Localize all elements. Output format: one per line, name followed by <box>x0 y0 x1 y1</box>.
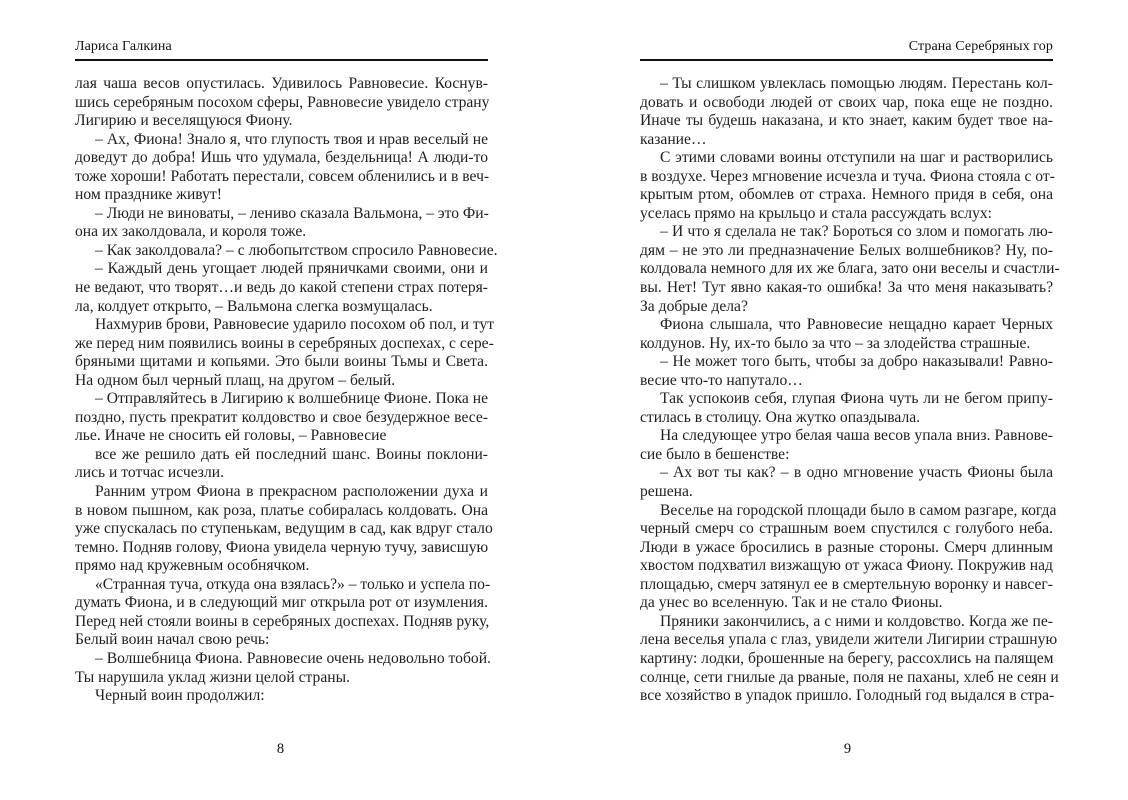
text-line: весие что-то напутало… <box>640 371 803 389</box>
text-line: в воздухе. Через мгновение исчезла и туча. Фиона стояла с от- <box>640 167 1055 185</box>
text-line: дям – не это ли предназначение Белых волшебников? Ну, по- <box>640 241 1053 259</box>
text-line: Ты нарушила уклад жизни целой страны. <box>75 668 350 686</box>
text-line: – Ах, Фиона! Знало я, что глупость твоя и нрав веселый не <box>95 130 488 148</box>
text-line: На следующее утро белая чаша весов упала вниз. Равнове- <box>660 427 1053 445</box>
text-line: – Волшебница Фиона. Равновесие очень недовольно тобой. <box>95 649 491 667</box>
text-line: – Каждый день угощает людей пряничками своими, они и <box>95 260 488 278</box>
text-line: С этими словами воины отступили на шаг и растворились <box>660 149 1053 167</box>
text-line: прямо над кружевным особнячком. <box>75 557 310 575</box>
text-line: поздно, пусть прекратит колдовство и свое безудержное весе- <box>75 408 488 426</box>
text-line: сие было в бешенстве: <box>640 445 790 463</box>
text-line: все хозяйство в упадок пришло. Голодный год выдался в стра- <box>640 687 1055 705</box>
text-line: хвостом подхватил визжащую от ужаса Фиону. Покружив над <box>640 557 1053 575</box>
text-line: Иначе ты будешь наказана, и кто знает, каким будет твое на- <box>640 112 1053 130</box>
text-line: да унес во вселенную. Так и не стало Фионы. <box>640 594 943 612</box>
right-page <box>640 0 1060 800</box>
text-line: колдовала немного для их же блага, зато они веселы и счастли- <box>640 260 1060 278</box>
text-line: все же решило дать ей последний шанс. Воины поклони- <box>95 445 488 463</box>
text-line: На одном был черный плащ, на другом – белый. <box>75 371 396 389</box>
text-line: ном празднике живут! <box>75 186 222 204</box>
text-line: Люди в ужасе бросились в разные стороны. Смерч длинным <box>640 538 1053 556</box>
header-rule <box>640 59 1053 61</box>
text-line: ла, колдует открыто, – Вальмона слегка возмущалась. <box>75 297 433 315</box>
running-head-title: Страна Серебряных гор <box>908 39 1053 54</box>
text-line: лена веселья упала с глаз, увидели жители Лигирии страшную <box>640 631 1058 649</box>
left-page <box>75 0 498 800</box>
text-line: – И что я сделала не так? Бороться со злом и помогать лю- <box>660 223 1053 241</box>
text-line: доведут до добра! Ишь что удумала, бездельница! А люди-то <box>75 149 488 167</box>
text-line: лая чаша весов опустилась. Удивилось Равновесие. Коснув- <box>75 75 488 92</box>
text-line: Перед ней стояли воины в серебряных доспехах. Подняв руку, <box>75 612 490 630</box>
header-rule <box>75 59 488 61</box>
text-line: картину: лодки, брошенные на берегу, рассохлись на палящем <box>640 649 1054 667</box>
text-line: же перед ним появились воины в серебряных доспехах, с сере- <box>75 334 494 352</box>
text-line: Нахмурив брови, Равновесие ударило посохом об пол, и тут <box>95 316 495 334</box>
text-line: Фиона слышала, что Равновесие нещадно карает Черных <box>660 316 1053 334</box>
text-line: крытым ртом, обомлев от страха. Немного придя в себя, она <box>640 186 1053 204</box>
text-line: солнце, сети гнилые да рваные, поля не паханы, хлеб не сеян и <box>640 668 1059 686</box>
text-line: За добрые дела? <box>640 297 748 315</box>
text-line: Ранним утром Фиона в прекрасном расположении духа и <box>95 483 488 501</box>
text-line: решена. <box>640 483 693 501</box>
text-line: – Люди не виноваты, – лениво сказала Вальмона, – это Фи- <box>95 204 489 222</box>
text-line: она их заколдовала, и короля тоже. <box>75 223 307 241</box>
text-line: казание… <box>640 130 707 148</box>
text-line: колдунов. Ну, их-то было за что – за злодейства страшные. <box>640 334 1031 352</box>
text-line: «Странная туча, откуда она взялась?» – только и успела по- <box>95 575 491 593</box>
text-line: стилась в столицу. Она жутко опаздывала. <box>640 408 921 426</box>
text-line: – Не может того быть, чтобы за добро наказывали! Равно- <box>660 353 1053 371</box>
text-line: – Как заколдовала? – с любопытством спросило Равновесие. <box>95 241 498 259</box>
text-line: Черный воин продолжил: <box>95 687 265 705</box>
text-line: лье. Иначе не сносить ей головы, – Равновесие <box>75 427 387 445</box>
text-line: не ведают, что творят…и ведь до какой степени страх потеря- <box>75 279 488 297</box>
text-line: – Отправляйтесь в Лигирию к волшебнице Фионе. Пока не <box>95 390 488 408</box>
text-line: Веселье на городской площади было в самом разгаре, когда <box>660 501 1057 519</box>
text-line: Лигирию и веселящуюся Фиону. <box>75 112 293 130</box>
text-line: Пряники закончились, а с ними и колдовство. Когда же пе- <box>660 612 1053 630</box>
text-line: уселась прямо на крыльцо и стала рассуждать вслух: <box>640 204 993 222</box>
text-line: лись и тотчас исчезли. <box>75 464 224 482</box>
text-line: довать и освободи людей от своих чар, пока еще не поздно. <box>640 93 1053 111</box>
text-line: думать Фиона, и в следующий миг открыла рот от изумления. <box>75 594 488 612</box>
page-body <box>75 75 498 706</box>
text-line: бряными щитами и копьями. Это были воины Тьмы и Света. <box>75 353 488 371</box>
page-number: 8 <box>276 741 285 757</box>
text-line: шись серебряным посохом сферы, Равновесие увидело страну <box>75 93 490 111</box>
text-line: уже спускалась по ступенькам, ведущим в сад, как вдруг стало <box>75 520 493 538</box>
text-line: Так успокоив себя, глупая Фиона чуть ли не бегом припу- <box>660 390 1053 408</box>
text-line: – Ах вот ты как? – в одно мгновение участь Фионы была <box>660 464 1053 482</box>
text-line: площадью, смерч затянул ее в смертельную воронку и навсег- <box>640 575 1053 593</box>
page-number: 9 <box>843 741 852 757</box>
text-line: темно. Подняв голову, Фиона увидела черную тучу, зависшую <box>75 538 489 556</box>
text-line: – Ты слишком увлеклась помощью людям. Перестань кол- <box>660 75 1053 92</box>
text-line: в новом пышном, как роза, платье собиралась колдовать. Она <box>75 501 488 519</box>
text-line: тоже хороши! Работать перестали, совсем обленились и в веч- <box>75 167 490 185</box>
text-line: черный смерч со страшным воем спустился с голубого неба. <box>640 520 1053 538</box>
page-body <box>640 75 1060 706</box>
running-head-author: Лариса Галкина <box>75 39 172 54</box>
text-line: Белый воин начал свою речь: <box>75 631 270 649</box>
text-line: вы. Нет! Тут явно какая-то ошибка! За что меня наказывать? <box>640 279 1053 297</box>
